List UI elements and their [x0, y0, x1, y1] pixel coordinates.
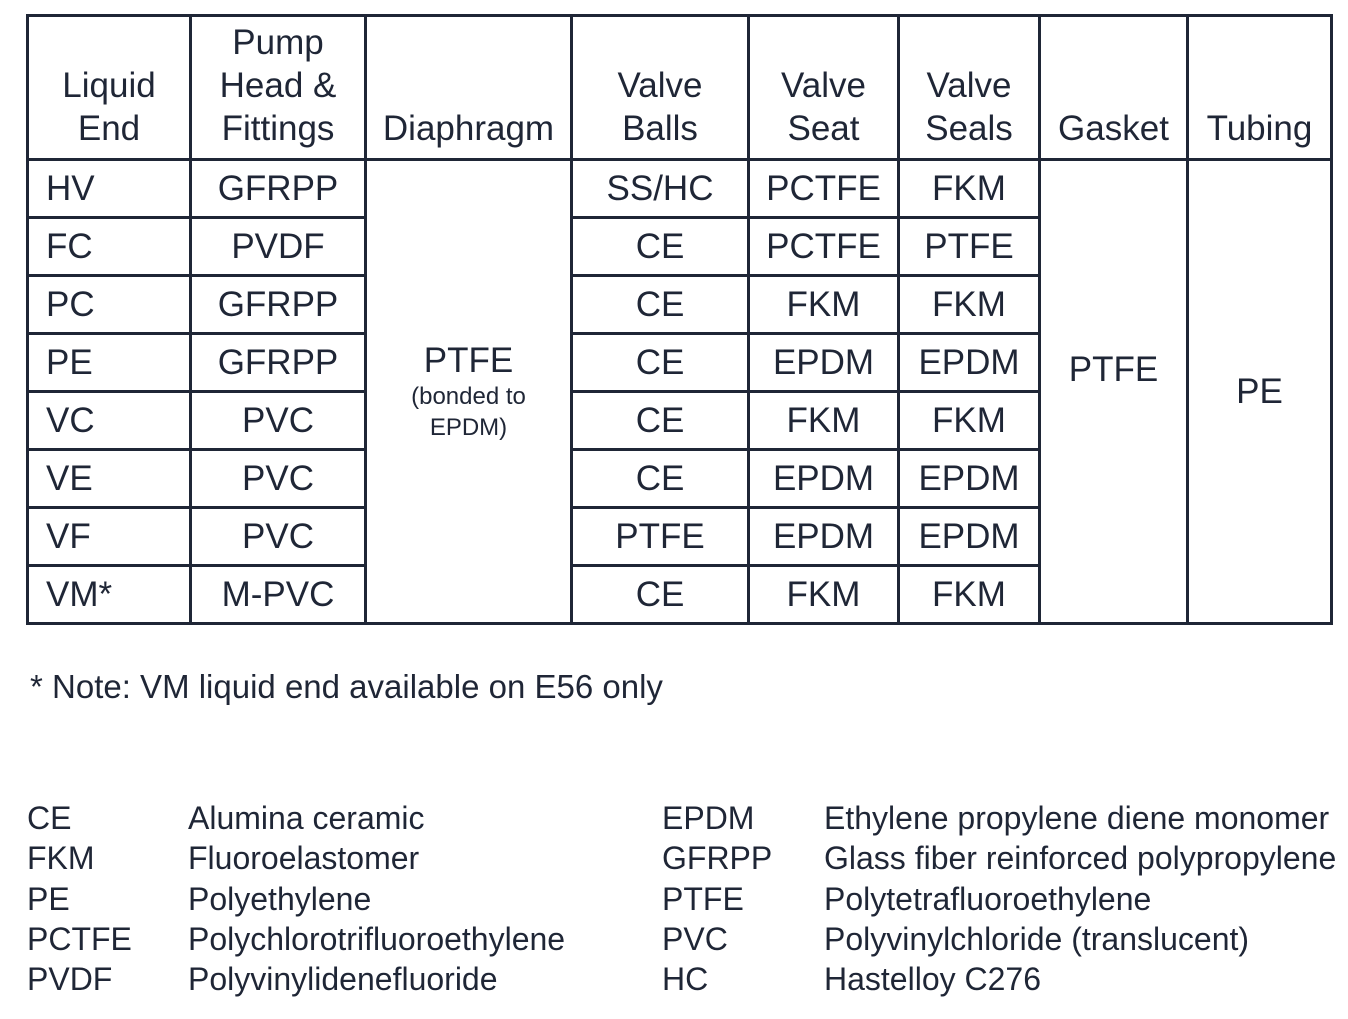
valve-balls-cell: CE	[572, 334, 749, 392]
valve-seat-cell: PCTFE	[749, 218, 899, 276]
valve-seat-cell: FKM	[749, 276, 899, 334]
header-text: Balls	[622, 109, 698, 148]
header-tubing	[1188, 16, 1332, 160]
header-text: Seals	[925, 109, 1013, 148]
header-text: Tubing	[1206, 109, 1313, 148]
valve-balls-cell: CE	[572, 392, 749, 450]
legend-abbr: GFRPP	[662, 840, 773, 877]
header-pump-head	[191, 16, 366, 160]
header-diaphragm	[366, 16, 572, 160]
legend-abbr: HC	[662, 961, 709, 998]
tubing-cell	[1188, 160, 1332, 624]
legend-meaning: Polyvinylchloride (translucent)	[824, 920, 1250, 957]
valve-seat-cell: EPDM	[749, 334, 899, 392]
valve-seals-cell: FKM	[899, 392, 1040, 450]
header-text: Diaphragm	[382, 109, 555, 148]
gasket-value: PTFE	[1068, 349, 1159, 389]
diaphragm-value: PTFE	[423, 340, 514, 380]
valve-balls-cell: CE	[572, 566, 749, 624]
table-row	[28, 160, 1332, 218]
diaphragm-note: (bonded to	[411, 382, 526, 410]
liquid-end-cell: VM*	[28, 566, 191, 624]
valve-balls-cell: CE	[572, 218, 749, 276]
header-gasket	[1040, 16, 1188, 160]
valve-balls-cell: CE	[572, 276, 749, 334]
valve-seals-cell: EPDM	[899, 334, 1040, 392]
legend-meaning: Ethylene propylene diene monomer	[824, 800, 1330, 836]
legend-meaning: Fluoroelastomer	[188, 840, 420, 877]
header-text: Seat	[787, 109, 860, 148]
materials-table	[26, 14, 1333, 625]
header-text: Valve	[617, 66, 703, 105]
diaphragm-note: EPDM)	[429, 413, 508, 441]
header-liquid-end	[28, 16, 191, 160]
liquid-end-cell: HV	[28, 160, 191, 218]
footnote: * Note: VM liquid end available on E56 only	[30, 668, 663, 705]
legend-abbr: CE	[27, 800, 72, 836]
valve-seals-cell: FKM	[899, 276, 1040, 334]
header-text: Valve	[781, 66, 866, 105]
valve-seals-cell: PTFE	[899, 218, 1040, 276]
valve-seat-cell: PCTFE	[749, 160, 899, 218]
valve-seat-cell: EPDM	[749, 450, 899, 508]
legend-meaning: Polyethylene	[188, 880, 372, 917]
legend-abbr: PE	[27, 880, 70, 917]
header-valve-seals	[899, 16, 1040, 160]
liquid-end-cell: PC	[28, 276, 191, 334]
header-text: Pump	[232, 23, 324, 62]
pump-head-cell: GFRPP	[191, 334, 366, 392]
liquid-end-cell: VF	[28, 508, 191, 566]
header-text: Fittings	[221, 109, 335, 148]
legend-meaning: Polychlorotrifluoroethylene	[188, 920, 566, 957]
pump-head-cell: GFRPP	[191, 160, 366, 218]
pump-head-cell: PVC	[191, 392, 366, 450]
header-text: Valve	[926, 66, 1012, 105]
header-row	[28, 16, 1332, 160]
pump-head-cell: PVC	[191, 450, 366, 508]
legend-meaning: Hastelloy C276	[824, 961, 1041, 998]
pump-head-cell: GFRPP	[191, 276, 366, 334]
legend-meaning: Polytetrafluoroethylene	[824, 880, 1152, 917]
valve-balls-cell: PTFE	[572, 508, 749, 566]
legend-abbr: EPDM	[662, 800, 755, 836]
valve-balls-cell: CE	[572, 450, 749, 508]
legend-abbr: PVDF	[27, 961, 113, 998]
legend-abbr: PTFE	[662, 880, 744, 917]
gasket-cell	[1040, 160, 1188, 624]
header-valve-balls	[572, 16, 749, 160]
header-text: Head &	[219, 66, 337, 105]
legend-meaning: Polyvinylidenefluoride	[188, 961, 498, 998]
valve-seals-cell: EPDM	[899, 508, 1040, 566]
valve-seals-cell: EPDM	[899, 450, 1040, 508]
liquid-end-cell: PE	[28, 334, 191, 392]
valve-seals-cell: FKM	[899, 160, 1040, 218]
legend-abbr: PCTFE	[27, 920, 132, 957]
diaphragm-cell	[366, 160, 572, 624]
legend-meaning: Alumina ceramic	[188, 800, 425, 836]
valve-seals-cell: FKM	[899, 566, 1040, 624]
pump-head-cell: PVC	[191, 508, 366, 566]
liquid-end-cell: VE	[28, 450, 191, 508]
header-text: End	[77, 109, 141, 148]
tubing-value: PE	[1236, 371, 1283, 411]
legend-abbr: PVC	[662, 920, 728, 957]
pump-head-cell: PVDF	[191, 218, 366, 276]
pump-head-cell: M-PVC	[191, 566, 366, 624]
valve-balls-cell: SS/HC	[572, 160, 749, 218]
valve-seat-cell: FKM	[749, 566, 899, 624]
liquid-end-cell: FC	[28, 218, 191, 276]
valve-seat-cell: FKM	[749, 392, 899, 450]
header-valve-seat	[749, 16, 899, 160]
valve-seat-cell: EPDM	[749, 508, 899, 566]
header-text: Liquid	[62, 66, 156, 105]
legend-abbr: FKM	[27, 840, 95, 877]
header-text: Gasket	[1058, 109, 1169, 148]
liquid-end-cell: VC	[28, 392, 191, 450]
legend-meaning: Glass fiber reinforced polypropylene	[824, 840, 1337, 877]
